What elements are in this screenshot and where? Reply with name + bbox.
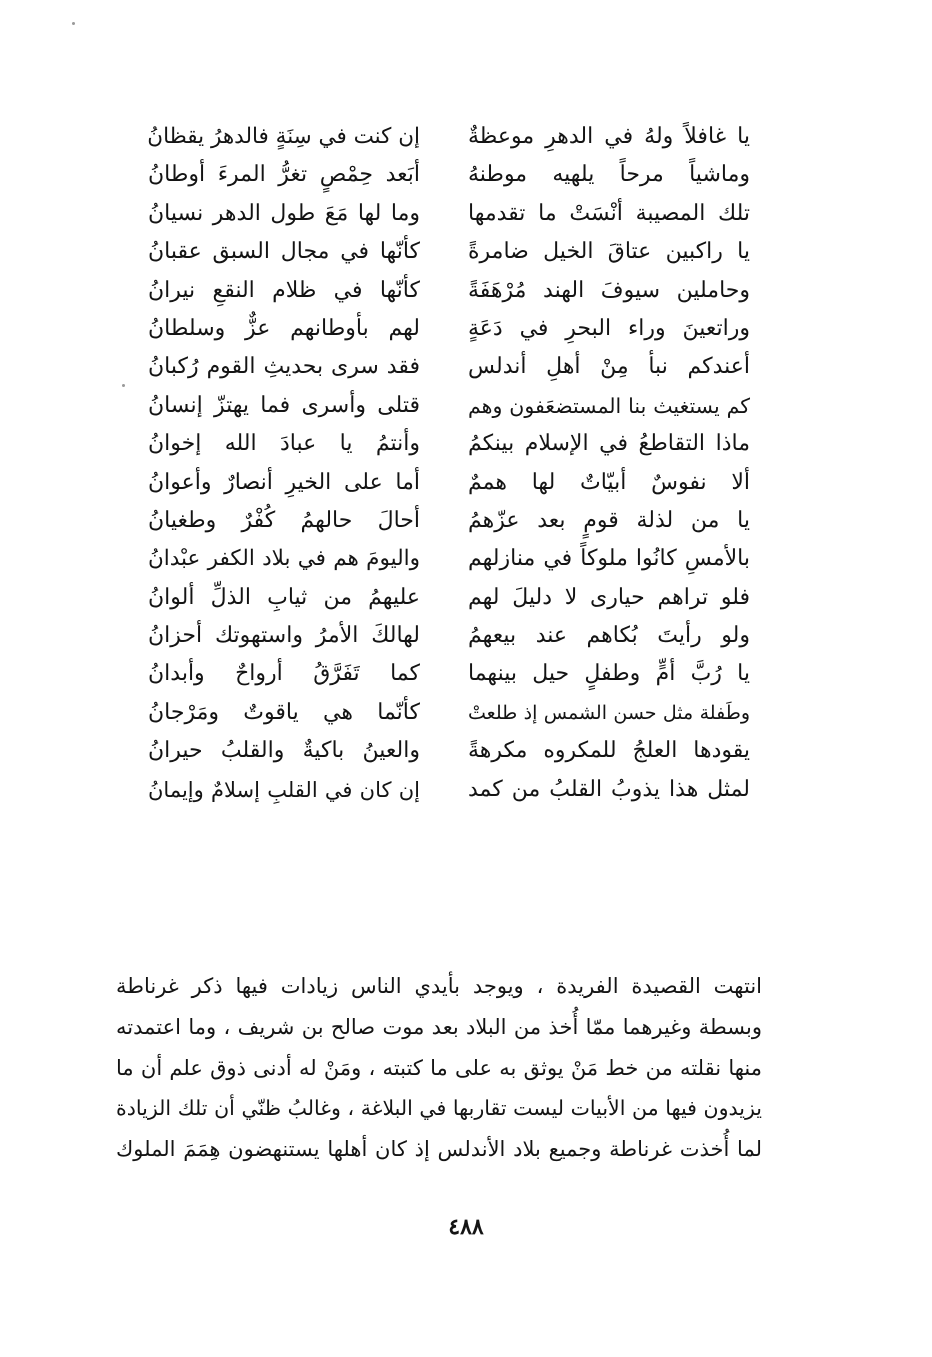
poem-verse-9 <box>150 425 750 463</box>
verse-first-hemistich: يا غافلاً ولهُ في الدهرِ موعظةٌ <box>468 124 750 149</box>
poem-verse-8 <box>150 387 750 425</box>
poem-verse-13 <box>150 579 750 617</box>
poem-verse-2 <box>150 156 750 194</box>
poem-verse-17 <box>150 732 750 770</box>
verse-second-hemistich: أما على الخيرِ أنصارٌ وأعوانُ <box>148 469 420 495</box>
verse-second-hemistich: عليهمُ من ثيابِ الذلِّ ألوانُ <box>148 584 420 610</box>
verse-first-hemistich: ولو رأيتَ بُكاهم عند بيعهمُ <box>468 623 750 649</box>
prose-line: منها نقلته من خط مَنْ يوثق به على ما كتبته ، ومَنْ له أدنى ذوق علم أن ما <box>116 1055 762 1080</box>
verse-second-hemistich: أحالَ حالهمُ كُفْرٌ وطغيانُ <box>148 507 420 533</box>
verse-second-hemistich: والعينُ باكيةٌ والقلبُ حيرانُ <box>148 738 420 764</box>
verse-first-hemistich: بالأمسِ كانُوا ملوكاً في منازلهم <box>468 546 750 572</box>
prose-paragraph <box>116 966 762 1170</box>
verse-first-hemistich: ألا نفوسٌ أبيّاتٌ لها هممٌ <box>468 469 750 495</box>
poem-verse-6 <box>150 310 750 348</box>
verse-first-hemistich: وماشياً مرحاً يلهيه موطنهُ <box>468 162 750 188</box>
verse-second-hemistich: أبَعد حِمْصٍ تغرُّ المرءَ أوطانُ <box>148 162 420 188</box>
prose-line: يزيدون فيها من الأبيات ليست تقاربها في البلاغة ، وغالبُ ظنّي أن تلك الزيادة <box>116 1096 762 1121</box>
verse-second-hemistich: واليومَ هم في بلاد الكفر عبْدانُ <box>148 546 420 572</box>
poem-verse-1 <box>147 118 750 156</box>
verse-first-hemistich: يا رُبَّ أمٍّ وطفلٍ حيل بينهما <box>468 661 750 687</box>
poem-verse-3 <box>150 195 750 233</box>
verse-second-hemistich: إن كان في القلبِ إسلامٌ وإيمانُ <box>148 777 420 802</box>
verse-second-hemistich: فقد سرى بحديثِ القوم رُكبانُ <box>148 354 420 380</box>
verse-first-hemistich: يا من لذلة قومٍ بعد عزّهمُ <box>468 507 750 533</box>
poem-verse-14 <box>150 617 750 655</box>
poem-verse-18 <box>150 771 750 809</box>
verse-second-hemistich: لهالكَ الأمرُ واستهوتك أحزانُ <box>148 623 420 649</box>
verse-first-hemistich: ماذا التقاطعُ في الإسلام بينكمُ <box>468 431 750 457</box>
verse-first-hemistich: أعندكم نبأ مِنْ أهلِ أندلس <box>468 354 750 380</box>
poem-verse-12 <box>150 540 750 578</box>
verse-first-hemistich: كم يستغيث بنا المستضعَفون وهم <box>468 393 750 418</box>
poem-verse-11 <box>150 502 750 540</box>
verse-second-hemistich: وأنتمُ يا عبادَ الله إخوانُ <box>148 431 420 457</box>
prose-line: لما أُخذت غرناطة وجميع بلاد الأندلس إذ كان أهلها يستنهضون هِمَمَ الملوك <box>116 1137 762 1162</box>
verse-second-hemistich: كأنّما هي ياقوتٌ ومَرْجانُ <box>148 699 420 725</box>
poem-verse-16 <box>150 694 750 732</box>
verse-second-hemistich: كما تَفَرَّقُ أرواحٌ وأبدانُ <box>148 661 420 687</box>
verse-first-hemistich: وراتعينَ وراء البحرِ في دَعَةٍ <box>468 315 750 341</box>
verse-first-hemistich: وطَفلة مثل حسن الشمس إذ طلعتْ <box>468 701 750 724</box>
verse-second-hemistich: كأنّها في ظلام النقعِ نيرانُ <box>148 277 420 303</box>
verse-first-hemistich: تلك المصيبة أنْسَتْ ما تقدمها <box>468 200 750 226</box>
page-number: ٤٨٨ <box>448 1214 484 1240</box>
verse-second-hemistich: لهم بأوطانهم عزٌّ وسلطانُ <box>148 315 420 341</box>
poem-verse-15 <box>150 655 750 693</box>
paper-speck <box>122 384 125 387</box>
prose-line: انتهت القصيدة الفريدة ، ويوجد بأيدي الناس زيادات فيها ذكر غرناطة <box>116 974 762 998</box>
poem-verse-4 <box>150 233 750 271</box>
verse-second-hemistich: وما لها مَعَ طول الدهر نسيانُ <box>148 200 420 226</box>
verse-second-hemistich: قتلى وأسرى فما يهتزّ إنسانُ <box>148 392 420 418</box>
poem <box>147 118 750 809</box>
verse-first-hemistich: وحاملين سيوفَ الهند مُرْهَفَةً <box>468 277 750 303</box>
prose-line: وبسطة وغيرهما ممّا أُخذ من البلاد بعد موت صالح بن شريف ، وما اعتمدته <box>116 1014 762 1039</box>
verse-first-hemistich: يا راكبين عتاقَ الخيل ضامرةً <box>468 239 750 265</box>
paper-speck <box>72 22 75 25</box>
poem-verse-7 <box>150 348 750 386</box>
poem-verse-5 <box>150 272 750 310</box>
verse-first-hemistich: لمثل هذا يذوبُ القلبُ من كمد <box>468 776 750 802</box>
verse-first-hemistich: يقودها العلجُ للمكروه مكرهةً <box>468 738 750 764</box>
verse-second-hemistich: إن كنت في سِنَةٍ فالدهرُ يقظانُ <box>147 124 420 149</box>
verse-second-hemistich: كأنّها في مجال السبق عقبانُ <box>148 239 420 265</box>
poem-verse-10 <box>150 464 750 502</box>
verse-first-hemistich: فلو تراهم حيارى لا دليلَ لهم <box>468 584 750 610</box>
